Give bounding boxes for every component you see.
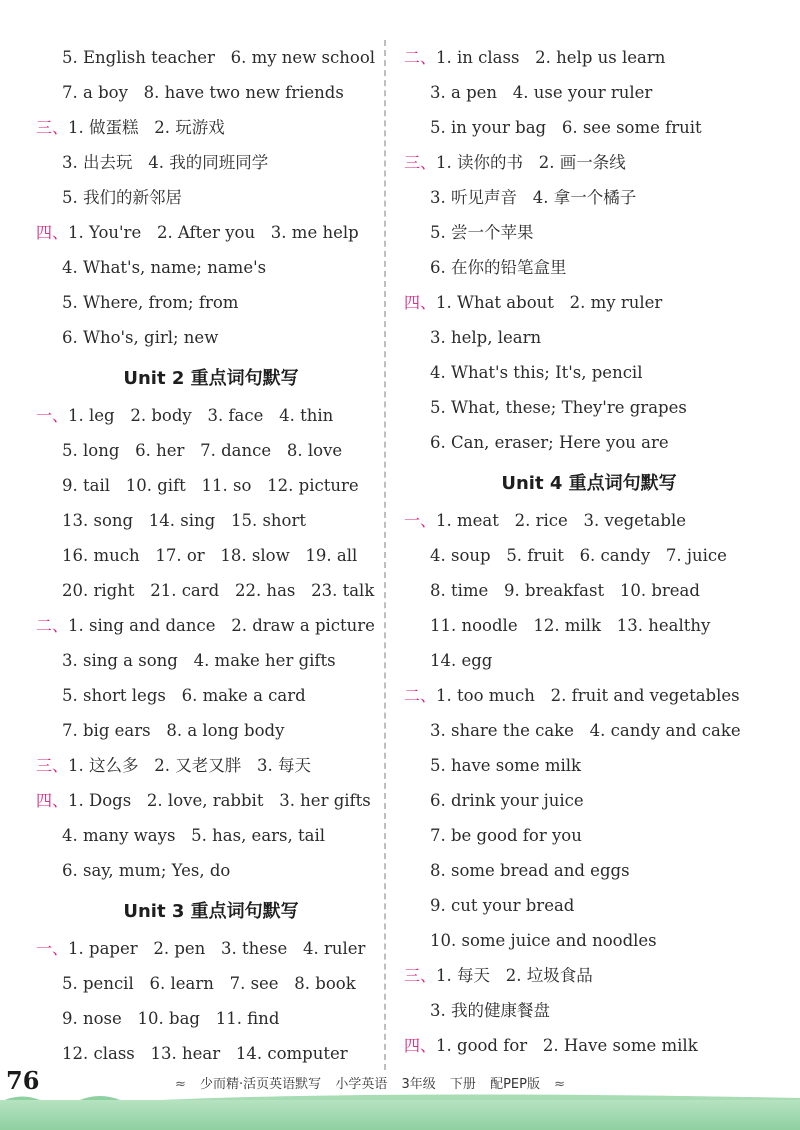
- answer-text: 1. 做蛋糕 2. 玩游戏: [68, 118, 225, 137]
- answer-text: 1. paper 2. pen 3. these 4. ruler: [68, 939, 366, 958]
- answer-text: 1. too much 2. fruit and vegetables: [436, 686, 740, 705]
- left-answer-column: [36, 40, 386, 1071]
- answer-text: 1. 每天 2. 垃圾食品: [436, 966, 593, 985]
- section-answer-line: [36, 608, 386, 643]
- section-marker: 四、: [404, 1036, 437, 1055]
- answer-line: 9. cut your bread: [430, 896, 575, 915]
- answer-line: 12. class 13. hear 14. computer: [62, 1044, 348, 1063]
- section-answer-line: [404, 285, 774, 320]
- answer-line: 6. drink your juice: [430, 791, 584, 810]
- answer-line: 9. nose 10. bag 11. find: [62, 1009, 280, 1028]
- footer-grade: 3年级: [401, 1077, 436, 1092]
- answer-text: 1. 这么多 2. 又老又胖 3. 每天: [68, 756, 311, 775]
- answer-line: 6. say, mum; Yes, do: [62, 861, 231, 880]
- answer-text: 1. sing and dance 2. draw a picture: [68, 616, 375, 635]
- section-marker: 一、: [36, 939, 69, 958]
- answer-text: 1. What about 2. my ruler: [436, 293, 663, 312]
- section-answer-line: [36, 748, 386, 783]
- answer-line: 3. 出去玩 4. 我的同班同学: [62, 153, 269, 172]
- page-number: 76: [6, 1066, 40, 1095]
- answer-line: 4. many ways 5. has, ears, tail: [62, 826, 326, 845]
- answer-line: 3. 我的健康餐盘: [430, 1001, 550, 1020]
- unit-heading: Unit 2 重点词句默写: [123, 368, 299, 389]
- answer-line: 4. soup 5. fruit 6. candy 7. juice: [430, 546, 727, 565]
- footer-book-info: [175, 1073, 575, 1092]
- answer-line: 3. share the cake 4. candy and cake: [430, 721, 741, 740]
- section-answer-line: [36, 110, 386, 145]
- section-marker: 三、: [36, 756, 69, 775]
- section-marker: 三、: [404, 966, 437, 985]
- answer-line: 10. some juice and noodles: [430, 931, 657, 950]
- section-answer-line: [36, 783, 386, 818]
- answer-line: 5. 尝一个苹果: [430, 223, 534, 242]
- answer-line: 5. English teacher 6. my new school: [62, 48, 376, 67]
- answer-line: 5. long 6. her 7. dance 8. love: [62, 441, 343, 460]
- section-marker: 四、: [36, 791, 69, 810]
- section-answer-line: [404, 958, 774, 993]
- answer-text: 1. in class 2. help us learn: [436, 48, 666, 67]
- answer-line: 3. a pen 4. use your ruler: [430, 83, 653, 102]
- answer-text: 1. You're 2. After you 3. me help: [68, 223, 359, 242]
- answer-line: 6. 在你的铅笔盒里: [430, 258, 567, 277]
- footer-edition: 配PEP版: [490, 1077, 540, 1092]
- section-marker: 二、: [404, 48, 437, 67]
- answer-line: 16. much 17. or 18. slow 19. all: [62, 546, 358, 565]
- section-marker: 一、: [36, 406, 69, 425]
- answer-line: 7. a boy 8. have two new friends: [62, 83, 344, 102]
- section-marker: 三、: [404, 153, 437, 172]
- answer-text: 1. Dogs 2. love, rabbit 3. her gifts: [68, 791, 371, 810]
- answer-text: 1. 读你的书 2. 画一条线: [436, 153, 626, 172]
- section-answer-line: [404, 678, 774, 713]
- answer-text: 1. meat 2. rice 3. vegetable: [436, 511, 686, 530]
- section-answer-line: [404, 1028, 774, 1063]
- right-answer-column: [404, 40, 774, 1063]
- section-answer-line: [404, 503, 774, 538]
- unit-heading: Unit 4 重点词句默写: [501, 473, 677, 494]
- answer-line: 11. noodle 12. milk 13. healthy: [430, 616, 711, 635]
- answer-line: 5. short legs 6. make a card: [62, 686, 306, 705]
- footer-subject: 小学英语: [335, 1077, 388, 1092]
- answer-line: 7. be good for you: [430, 826, 582, 845]
- answer-line: 5. pencil 6. learn 7. see 8. book: [62, 974, 356, 993]
- section-answer-line: [36, 215, 386, 250]
- page-footer: [0, 1060, 800, 1130]
- section-marker: 四、: [404, 293, 437, 312]
- answer-line: 9. tail 10. gift 11. so 12. picture: [62, 476, 359, 495]
- answer-line: 3. sing a song 4. make her gifts: [62, 651, 336, 670]
- section-marker: 三、: [36, 118, 69, 137]
- footer-squiggle-left: ≈: [175, 1077, 186, 1092]
- section-marker: 一、: [404, 511, 437, 530]
- answer-line: 7. big ears 8. a long body: [62, 721, 285, 740]
- answer-line: 8. time 9. breakfast 10. bread: [430, 581, 700, 600]
- answer-line: 13. song 14. sing 15. short: [62, 511, 306, 530]
- answer-line: 5. What, these; They're grapes: [430, 398, 687, 417]
- section-answer-line: [36, 931, 386, 966]
- answer-line: 6. Who's, girl; new: [62, 328, 219, 347]
- answer-line: 5. Where, from; from: [62, 293, 239, 312]
- section-marker: 四、: [36, 223, 69, 242]
- answer-line: 5. 我们的新邻居: [62, 188, 182, 207]
- answer-line: 4. What's this; It's, pencil: [430, 363, 643, 382]
- unit-heading: Unit 3 重点词句默写: [123, 901, 299, 922]
- answer-line: 5. have some milk: [430, 756, 582, 775]
- section-answer-line: [404, 40, 774, 75]
- answer-line: 6. Can, eraser; Here you are: [430, 433, 669, 452]
- answer-line: 3. help, learn: [430, 328, 542, 347]
- section-marker: 二、: [36, 616, 69, 635]
- section-answer-line: [404, 145, 774, 180]
- answer-line: 20. right 21. card 22. has 23. talk: [62, 581, 375, 600]
- section-answer-line: [36, 398, 386, 433]
- section-marker: 二、: [404, 686, 437, 705]
- footer-band: [0, 1100, 800, 1130]
- footer-term: 下册: [449, 1077, 476, 1092]
- footer-series: 少而精·活页英语默写: [200, 1077, 322, 1092]
- column-divider: [384, 40, 386, 1070]
- answer-line: 5. in your bag 6. see some fruit: [430, 118, 702, 137]
- answer-line: 8. some bread and eggs: [430, 861, 630, 880]
- answer-text: 1. leg 2. body 3. face 4. thin: [68, 406, 334, 425]
- answer-text: 1. good for 2. Have some milk: [436, 1036, 698, 1055]
- answer-line: 14. egg: [430, 651, 493, 670]
- footer-squiggle-right: ≈: [554, 1077, 566, 1092]
- answer-line: 4. What's, name; name's: [62, 258, 267, 277]
- answer-line: 3. 听见声音 4. 拿一个橘子: [430, 188, 637, 207]
